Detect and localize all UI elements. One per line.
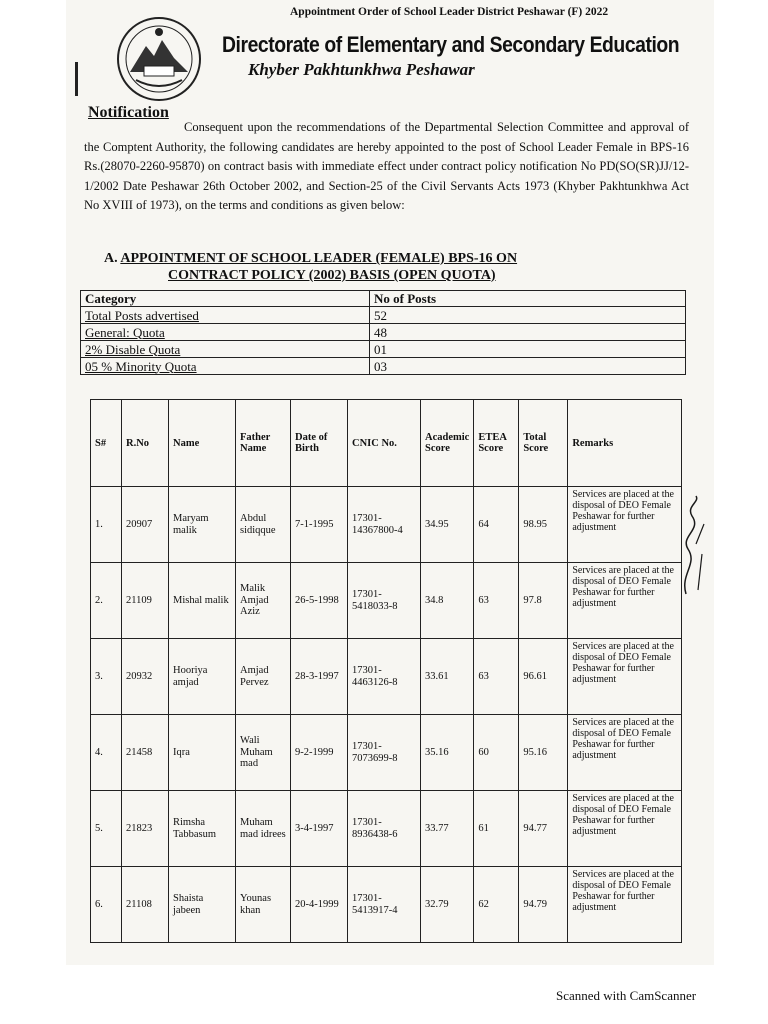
table-row (91, 639, 682, 715)
header-rno: R.No (122, 400, 169, 487)
cell-sn: 3. (91, 639, 122, 715)
notification-paragraph: Consequent upon the recommendations of the Departmental Selection Committee and approval of the Comptent Authority, the following candidates are hereby appointed to the post of School Leader Female in BPS-16 Rs.(28070-2260-95870) on contract basis with immediate effect under contract policy notification No PD(SO(SR)JJ/12-1/2002 Date Peshawar 26th October 2002, and Section-25 of the Civil Servants Acts 1973 (Khyber Pakhtunkhwa Act No XVIII of 1973), on the terms and conditions as given below: (84, 120, 689, 212)
quota-label: 2% Disable Quota (81, 341, 370, 358)
cell-sn: 6. (91, 867, 122, 943)
table-row (91, 487, 682, 563)
cell-dob: 3-4-1997 (291, 791, 348, 867)
cell-remarks: Services are placed at the disposal of DEO Female Peshawar for further adjustment (568, 639, 682, 715)
cell-rno: 21108 (122, 867, 169, 943)
margin-mark (75, 62, 78, 96)
cell-sn: 5. (91, 791, 122, 867)
cell-cnic: 17301-8936438-6 (348, 791, 421, 867)
quota-value: 03 (370, 358, 686, 375)
quota-row (81, 324, 686, 341)
cell-cnic: 17301-5413917-4 (348, 867, 421, 943)
header-total-score: Total Score (519, 400, 568, 487)
cell-etea: 64 (474, 487, 519, 563)
cell-cnic: 17301-14367800-4 (348, 487, 421, 563)
header-cnic: CNIC No. (348, 400, 421, 487)
quota-label: 05 % Minority Quota (81, 358, 370, 375)
cell-rno: 20932 (122, 639, 169, 715)
quota-row (81, 307, 686, 324)
cell-dob: 20-4-1999 (291, 867, 348, 943)
cell-father: Malik Amjad Aziz (236, 563, 291, 639)
cell-cnic: 17301-7073699-8 (348, 715, 421, 791)
header-remarks: Remarks (568, 400, 682, 487)
cell-rno: 21823 (122, 791, 169, 867)
cell-total: 96.61 (519, 639, 568, 715)
quota-table-header (81, 291, 686, 307)
cell-remarks: Services are placed at the disposal of DEO Female Peshawar for further adjustment (568, 715, 682, 791)
cell-name: Rimsha Tabbasum (169, 791, 236, 867)
cell-sn: 4. (91, 715, 122, 791)
cell-dob: 7-1-1995 (291, 487, 348, 563)
quota-row (81, 358, 686, 375)
cell-academic: 32.79 (421, 867, 474, 943)
cell-academic: 34.8 (421, 563, 474, 639)
cell-etea: 63 (474, 639, 519, 715)
cell-name: Mishal malik (169, 563, 236, 639)
cell-cnic: 17301-4463126-8 (348, 639, 421, 715)
cell-academic: 34.95 (421, 487, 474, 563)
cell-name: Iqra (169, 715, 236, 791)
cell-remarks: Services are placed at the disposal of DEO Female Peshawar for further adjustment (568, 867, 682, 943)
cell-etea: 63 (474, 563, 519, 639)
cell-father: Wali Muham mad (236, 715, 291, 791)
table-row (91, 791, 682, 867)
quota-row (81, 341, 686, 358)
cell-academic: 33.77 (421, 791, 474, 867)
cell-father: Younas khan (236, 867, 291, 943)
cell-total: 95.16 (519, 715, 568, 791)
cell-dob: 9-2-1999 (291, 715, 348, 791)
cell-etea: 62 (474, 867, 519, 943)
header-academic-score: Academic Score (421, 400, 474, 487)
cell-father: Muham mad idrees (236, 791, 291, 867)
cell-remarks: Services are placed at the disposal of DEO Female Peshawar for further adjustment (568, 563, 682, 639)
quota-table (80, 290, 686, 375)
cell-remarks: Services are placed at the disposal of DEO Female Peshawar for further adjustment (568, 791, 682, 867)
cell-father: Abdul sidiqque (236, 487, 291, 563)
quota-value: 52 (370, 307, 686, 324)
cell-name: Maryam malik (169, 487, 236, 563)
section-title-line2: CONTRACT POLICY (2002) BASIS (OPEN QUOTA) (168, 268, 496, 283)
document-top-line: Appointment Order of School Leader District Peshawar (F) 2022 (290, 6, 609, 18)
table-row (91, 563, 682, 639)
header-father-name: Father Name (236, 400, 291, 487)
section-heading (104, 250, 664, 284)
header-dob: Date of Birth (291, 400, 348, 487)
notification-heading: Notification (88, 104, 169, 121)
header-name: Name (169, 400, 236, 487)
cell-father: Amjad Pervez (236, 639, 291, 715)
cell-dob: 28-3-1997 (291, 639, 348, 715)
cell-total: 94.79 (519, 867, 568, 943)
cell-remarks: Services are placed at the disposal of DEO Female Peshawar for further adjustment (568, 487, 682, 563)
header-sn: S# (91, 400, 122, 487)
cell-etea: 61 (474, 791, 519, 867)
cell-rno: 20907 (122, 487, 169, 563)
quota-value: 01 (370, 341, 686, 358)
quota-header-posts: No of Posts (370, 291, 686, 307)
government-seal-logo (116, 16, 202, 102)
table-row (91, 715, 682, 791)
cell-academic: 33.61 (421, 639, 474, 715)
header-etea-score: ETEA Score (474, 400, 519, 487)
candidates-table (90, 399, 682, 943)
candidates-table-header (91, 400, 682, 487)
quota-header-category: Category (81, 291, 370, 307)
cell-academic: 35.16 (421, 715, 474, 791)
cell-sn: 1. (91, 487, 122, 563)
cell-name: Shaista jabeen (169, 867, 236, 943)
quota-label: General: Quota (81, 324, 370, 341)
section-letter: A. (104, 251, 118, 266)
cell-total: 98.95 (519, 487, 568, 563)
handwritten-signature (676, 494, 710, 604)
cell-dob: 26-5-1998 (291, 563, 348, 639)
cell-rno: 21109 (122, 563, 169, 639)
quota-label: Total Posts advertised (81, 307, 370, 324)
cell-total: 94.77 (519, 791, 568, 867)
quota-value: 48 (370, 324, 686, 341)
table-row (91, 867, 682, 943)
section-title-line1: APPOINTMENT OF SCHOOL LEADER (FEMALE) BPS-16 ON (120, 251, 518, 266)
cell-cnic: 17301-5418033-8 (348, 563, 421, 639)
scanner-watermark: Scanned with CamScanner (556, 988, 697, 1003)
cell-name: Hooriya amjad (169, 639, 236, 715)
cell-sn: 2. (91, 563, 122, 639)
organization-subtitle: Khyber Pakhtunkhwa Peshawar (248, 60, 475, 79)
organization-title: Directorate of Elementary and Secondary Education (222, 32, 680, 57)
cell-rno: 21458 (122, 715, 169, 791)
cell-etea: 60 (474, 715, 519, 791)
cell-total: 97.8 (519, 563, 568, 639)
